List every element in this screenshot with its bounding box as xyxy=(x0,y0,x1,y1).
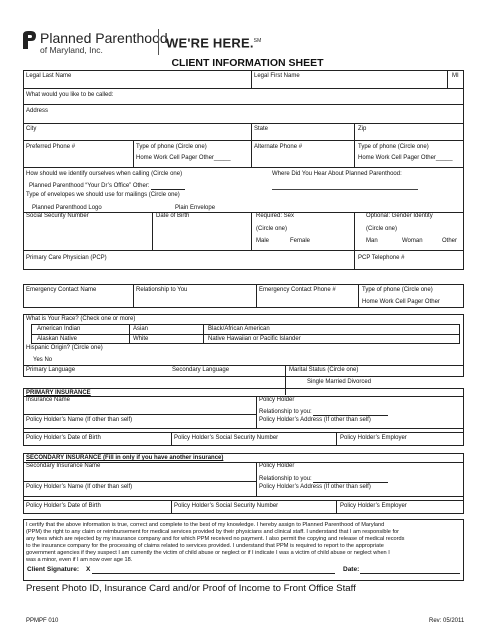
secondary-relationship-field[interactable] xyxy=(313,476,388,483)
race-black[interactable]: Black/African American xyxy=(208,326,270,332)
certification-line-2: (PPM) the right to any claim or reimbursement for medical services provided by their physicians and clinical staff. I understand that I am responsible for xyxy=(26,529,399,535)
date-label: Date: xyxy=(343,566,360,573)
preferred-phone-label: Preferred Phone # xyxy=(26,144,76,150)
preferred-name-label: What would you like to be called: xyxy=(26,92,114,98)
logo-name: Planned Parenthood xyxy=(40,30,168,46)
secondary-holder-dob-label: Policy Holder’s Date of Birth xyxy=(26,503,101,509)
date-field[interactable] xyxy=(360,573,460,574)
emergency-phone-type-options[interactable]: Home Work Cell Pager Other xyxy=(362,299,440,305)
race-white[interactable]: White xyxy=(133,336,149,342)
secondary-insurance-name-label: Secondary Insurance Name xyxy=(26,463,101,469)
hispanic-options[interactable]: Yes No xyxy=(33,357,53,363)
holder-ssn-label: Policy Holder’s Social Security Number xyxy=(174,435,279,441)
gender-label: Optional: Gender Identity xyxy=(366,213,433,219)
gender-other[interactable]: Other xyxy=(442,238,458,244)
pcp-label: Primary Care Physician (PCP) xyxy=(26,255,107,261)
secondary-relationship-label: Relationship to you: xyxy=(259,476,312,482)
gender-man[interactable]: Man xyxy=(366,238,378,244)
id-notice: Present Photo ID, Insurance Card and/or Proof of Income to Front Office Staff xyxy=(26,583,356,594)
holder-dob-label: Policy Holder’s Date of Birth xyxy=(26,435,101,441)
race-hawaiian[interactable]: Native Hawaiian or Pacific Islander xyxy=(208,336,301,342)
caller-id-question: How should we identify ourselves when calling (Circle one) xyxy=(26,171,183,177)
secondary-policy-holder-label: Policy Holder xyxy=(259,463,295,469)
gender-woman[interactable]: Woman xyxy=(402,238,423,244)
planned-parenthood-logo-icon xyxy=(21,30,37,50)
race-alaskan[interactable]: Alaskan Native xyxy=(37,336,78,342)
envelope-pp-logo[interactable]: Planned Parenthood Logo xyxy=(32,205,102,211)
sex-circle-hint: (Circle one) xyxy=(256,226,288,232)
legal-first-name-label: Legal First Name xyxy=(254,73,300,79)
marital-status-options[interactable]: Single Married Divorced xyxy=(307,379,372,385)
secondary-holder-ssn-label: Policy Holder’s Social Security Number xyxy=(174,503,279,509)
middle-initial-label: MI xyxy=(452,73,459,79)
relationship-label: Relationship to you: xyxy=(259,409,312,415)
phone-type-label: Type of phone (Circle one) xyxy=(136,144,207,150)
sex-male[interactable]: Male xyxy=(256,238,270,244)
emergency-name-label: Emergency Contact Name xyxy=(26,287,97,293)
certification-line-1: I certify that the above information is true, correct and complete to the best of my knowledge. I hereby assign to Planned Parenthood of Maryland xyxy=(26,522,385,528)
signature-x: X xyxy=(86,566,91,573)
dob-label: Date of Birth xyxy=(156,213,190,219)
form-id: PPMPF 010 xyxy=(26,618,59,624)
primary-insurance-heading: PRIMARY INSURANCE xyxy=(26,390,91,396)
client-details-section xyxy=(23,70,464,270)
race-question: What is Your Race? (Check one or more) xyxy=(26,316,136,322)
certification-line-5: government agencies if they suspect I am currently the victim of child abuse or neglect or if I indicate I was a victim of child abuse or neglect when I xyxy=(26,550,390,556)
emergency-phone-label: Emergency Contact Phone # xyxy=(259,287,336,293)
race-asian[interactable]: Asian xyxy=(133,326,149,332)
alternate-phone-label: Alternate Phone # xyxy=(254,144,303,150)
tagline xyxy=(166,34,262,50)
relationship-to-you xyxy=(259,409,388,416)
certification-line-3: any fees which are rejected by my insurance company and for which PPM received no payment. I also permit the copying and release of medical records xyxy=(26,536,405,542)
certification-line-6: was a minor, even if I am now over age 18. xyxy=(26,557,133,563)
secondary-relationship-to-you xyxy=(259,476,388,483)
holder-name-label: Policy Holder’s Name (If other than self) xyxy=(26,417,133,423)
secondary-insurance-heading: SECONDARY INSURANCE (Fill in only if you have another insurance) xyxy=(26,455,224,461)
logo-divider xyxy=(158,29,159,55)
secondary-holder-name-label: Policy Holder’s Name (If other than self) xyxy=(26,484,133,490)
legal-last-name-label: Legal Last Name xyxy=(26,73,72,79)
other-blank[interactable] xyxy=(151,183,185,190)
certification-line-4: to the insurance company for the processing of claims related to services provided. I understand that PPM is required to report to the appropriate xyxy=(26,543,384,549)
client-signature-label: Client Signature: xyxy=(27,566,80,573)
address-label: Address xyxy=(26,108,49,114)
emergency-phone-type-label: Type of phone (Circle one) xyxy=(362,287,433,293)
primary-language-label: Primary Language xyxy=(26,367,76,373)
heard-about-field[interactable] xyxy=(272,189,418,190)
race-american-indian[interactable]: American Indian xyxy=(37,326,81,332)
city-label: City xyxy=(26,126,37,132)
secondary-holder-address-label: Policy Holder’s Address (If other than self) xyxy=(259,484,371,490)
phone-type-options[interactable]: Home Work Cell Pager Other_____ xyxy=(136,155,231,161)
pcp-telephone-label: PCP Telephone # xyxy=(358,255,405,261)
zip-label: Zip xyxy=(358,126,367,132)
hispanic-question: Hispanic Origin? (Circle one) xyxy=(26,345,103,351)
caller-id-options-text: Planned Parenthood “Your Dr’s Office” Other: xyxy=(29,183,150,189)
holder-address-label: Policy Holder’s Address (If other than self) xyxy=(259,417,371,423)
heard-about-label: Where Did You Hear About Planned Parenthood: xyxy=(272,171,402,177)
relationship-field[interactable] xyxy=(313,409,388,416)
state-label: State xyxy=(254,126,269,132)
emergency-relationship-label: Relationship to You xyxy=(136,287,188,293)
signature-field[interactable] xyxy=(92,573,335,574)
alt-phone-type-options[interactable]: Home Work Cell Pager Other_____ xyxy=(358,155,453,161)
policy-holder-label: Policy Holder xyxy=(259,397,295,403)
secondary-holder-employer-label: Policy Holder’s Employer xyxy=(340,503,407,509)
insurance-name-label: Insurance Name xyxy=(26,397,71,403)
sex-female[interactable]: Female xyxy=(290,238,311,244)
gender-circle-hint: (Circle one) xyxy=(366,226,398,232)
secondary-language-label: Secondary Language xyxy=(172,367,230,373)
marital-status-label: Marital Status (Circle one) xyxy=(289,367,359,373)
alt-phone-type-label: Type of phone (Circle one) xyxy=(358,144,429,150)
tagline-mark: SM xyxy=(253,38,262,44)
holder-employer-label: Policy Holder’s Employer xyxy=(340,435,407,441)
ssn-label: Social Security Number xyxy=(26,213,89,219)
page-title: CLIENT INFORMATION SHEET xyxy=(171,57,324,69)
logo-subtitle: of Maryland, Inc. xyxy=(40,45,103,55)
sex-label: Required: Sex xyxy=(256,213,295,219)
envelope-plain[interactable]: Plain Envelope xyxy=(175,205,216,211)
revision-date: Rev: 05/2011 xyxy=(429,618,465,624)
envelope-question: Type of envelopes we should use for mailings (Circle one) xyxy=(26,192,180,198)
caller-id-options[interactable] xyxy=(29,183,185,190)
tagline-text: WE'RE HERE. xyxy=(166,35,254,51)
